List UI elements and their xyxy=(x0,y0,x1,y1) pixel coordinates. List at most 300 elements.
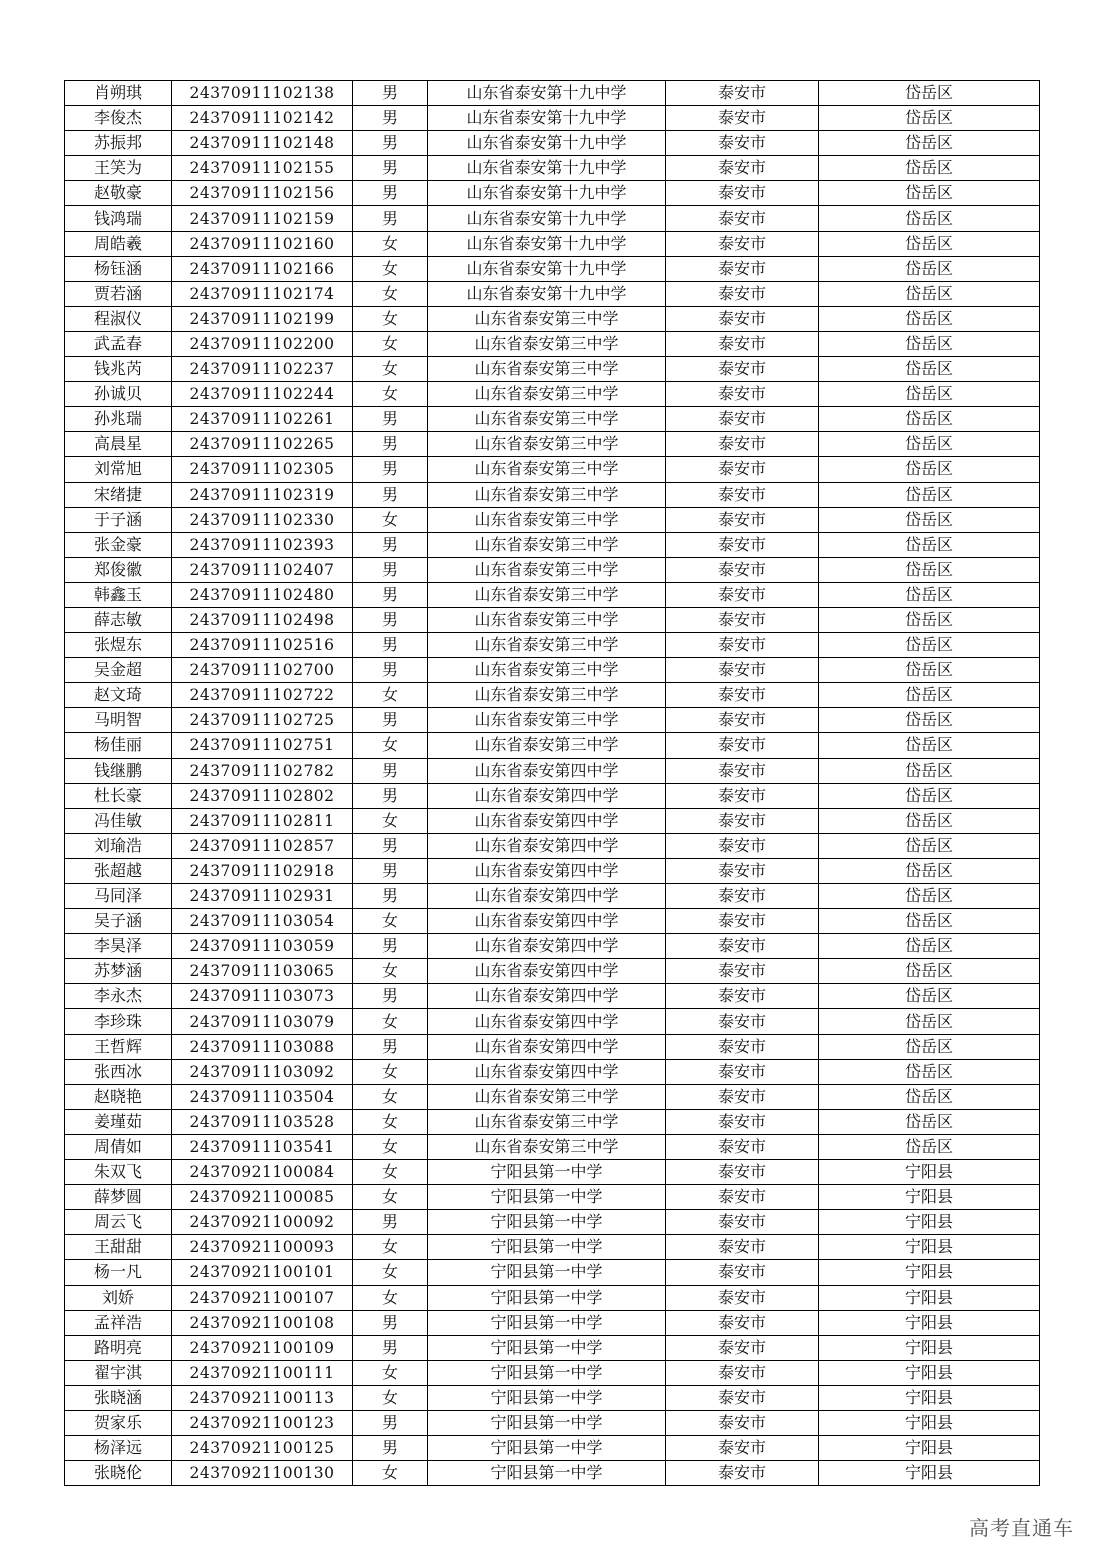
city-cell: 泰安市 xyxy=(666,808,819,833)
district-cell: 岱岳区 xyxy=(819,783,1040,808)
student-name-cell: 刘常旭 xyxy=(65,457,172,482)
city-cell: 泰安市 xyxy=(666,1134,819,1159)
school-cell: 山东省泰安第三中学 xyxy=(428,633,666,658)
city-cell: 泰安市 xyxy=(666,382,819,407)
student-name-cell: 马同泽 xyxy=(65,884,172,909)
school-cell: 山东省泰安第四中学 xyxy=(428,934,666,959)
table-row xyxy=(65,106,1040,131)
city-cell: 泰安市 xyxy=(666,1185,819,1210)
gender-cell: 女 xyxy=(353,683,428,708)
city-cell: 泰安市 xyxy=(666,858,819,883)
exam-number-cell: 24370911102261 xyxy=(172,407,353,432)
district-cell: 宁阳县 xyxy=(819,1461,1040,1486)
gender-cell: 男 xyxy=(353,181,428,206)
student-name-cell: 翟宇淇 xyxy=(65,1360,172,1385)
student-name-cell: 李永杰 xyxy=(65,984,172,1009)
table-row xyxy=(65,1436,1040,1461)
gender-cell: 女 xyxy=(353,808,428,833)
exam-number-cell: 24370911102142 xyxy=(172,106,353,131)
district-cell: 岱岳区 xyxy=(819,1034,1040,1059)
school-cell: 山东省泰安第十九中学 xyxy=(428,131,666,156)
exam-number-cell: 24370911102498 xyxy=(172,607,353,632)
gender-cell: 女 xyxy=(353,1134,428,1159)
student-name-cell: 苏振邦 xyxy=(65,131,172,156)
exam-number-cell: 24370911103088 xyxy=(172,1034,353,1059)
exam-number-cell: 24370921100084 xyxy=(172,1160,353,1185)
district-cell: 岱岳区 xyxy=(819,1134,1040,1159)
city-cell: 泰安市 xyxy=(666,884,819,909)
gender-cell: 男 xyxy=(353,758,428,783)
table-row xyxy=(65,1235,1040,1260)
school-cell: 山东省泰安第三中学 xyxy=(428,532,666,557)
watermark-text: 高考直通车 xyxy=(969,1516,1074,1540)
district-cell: 岱岳区 xyxy=(819,507,1040,532)
district-cell: 宁阳县 xyxy=(819,1385,1040,1410)
school-cell: 山东省泰安第四中学 xyxy=(428,858,666,883)
student-table-body xyxy=(65,81,1040,1486)
student-name-cell: 路明亮 xyxy=(65,1335,172,1360)
gender-cell: 女 xyxy=(353,1009,428,1034)
district-cell: 岱岳区 xyxy=(819,231,1040,256)
city-cell: 泰安市 xyxy=(666,758,819,783)
exam-number-cell: 24370911102407 xyxy=(172,557,353,582)
gender-cell: 女 xyxy=(353,306,428,331)
student-name-cell: 郑俊徽 xyxy=(65,557,172,582)
student-name-cell: 朱双飞 xyxy=(65,1160,172,1185)
student-name-cell: 赵敬豪 xyxy=(65,181,172,206)
district-cell: 岱岳区 xyxy=(819,206,1040,231)
gender-cell: 女 xyxy=(353,382,428,407)
district-cell: 岱岳区 xyxy=(819,582,1040,607)
exam-number-cell: 24370911103504 xyxy=(172,1084,353,1109)
district-cell: 岱岳区 xyxy=(819,407,1040,432)
table-row xyxy=(65,1310,1040,1335)
district-cell: 岱岳区 xyxy=(819,733,1040,758)
table-row xyxy=(65,683,1040,708)
gender-cell: 男 xyxy=(353,858,428,883)
district-cell: 岱岳区 xyxy=(819,331,1040,356)
city-cell: 泰安市 xyxy=(666,357,819,382)
city-cell: 泰安市 xyxy=(666,1034,819,1059)
city-cell: 泰安市 xyxy=(666,81,819,106)
city-cell: 泰安市 xyxy=(666,683,819,708)
city-cell: 泰安市 xyxy=(666,1109,819,1134)
district-cell: 岱岳区 xyxy=(819,106,1040,131)
gender-cell: 男 xyxy=(353,156,428,181)
district-cell: 宁阳县 xyxy=(819,1310,1040,1335)
gender-cell: 男 xyxy=(353,457,428,482)
gender-cell: 男 xyxy=(353,407,428,432)
school-cell: 山东省泰安第三中学 xyxy=(428,607,666,632)
school-cell: 山东省泰安第四中学 xyxy=(428,884,666,909)
school-cell: 山东省泰安第三中学 xyxy=(428,733,666,758)
table-row xyxy=(65,306,1040,331)
student-name-cell: 杜长豪 xyxy=(65,783,172,808)
exam-number-cell: 24370911102725 xyxy=(172,708,353,733)
gender-cell: 女 xyxy=(353,1360,428,1385)
table-row xyxy=(65,1385,1040,1410)
exam-number-cell: 24370911103092 xyxy=(172,1059,353,1084)
city-cell: 泰安市 xyxy=(666,1235,819,1260)
city-cell: 泰安市 xyxy=(666,733,819,758)
school-cell: 山东省泰安第三中学 xyxy=(428,407,666,432)
gender-cell: 男 xyxy=(353,131,428,156)
student-name-cell: 王甜甜 xyxy=(65,1235,172,1260)
gender-cell: 男 xyxy=(353,1335,428,1360)
city-cell: 泰安市 xyxy=(666,582,819,607)
exam-number-cell: 24370921100093 xyxy=(172,1235,353,1260)
city-cell: 泰安市 xyxy=(666,984,819,1009)
school-cell: 山东省泰安第三中学 xyxy=(428,331,666,356)
district-cell: 岱岳区 xyxy=(819,482,1040,507)
gender-cell: 男 xyxy=(353,934,428,959)
table-row xyxy=(65,582,1040,607)
exam-number-cell: 24370911102782 xyxy=(172,758,353,783)
student-name-cell: 贾若涵 xyxy=(65,281,172,306)
city-cell: 泰安市 xyxy=(666,633,819,658)
exam-number-cell: 24370911102480 xyxy=(172,582,353,607)
city-cell: 泰安市 xyxy=(666,1084,819,1109)
table-row xyxy=(65,357,1040,382)
city-cell: 泰安市 xyxy=(666,1059,819,1084)
district-cell: 宁阳县 xyxy=(819,1436,1040,1461)
district-cell: 岱岳区 xyxy=(819,532,1040,557)
exam-number-cell: 24370911102244 xyxy=(172,382,353,407)
gender-cell: 女 xyxy=(353,1185,428,1210)
city-cell: 泰安市 xyxy=(666,708,819,733)
student-name-cell: 张晓伦 xyxy=(65,1461,172,1486)
student-name-cell: 孙兆瑞 xyxy=(65,407,172,432)
city-cell: 泰安市 xyxy=(666,833,819,858)
city-cell: 泰安市 xyxy=(666,106,819,131)
student-name-cell: 钱鸿瑞 xyxy=(65,206,172,231)
exam-number-cell: 24370921100123 xyxy=(172,1410,353,1435)
exam-number-cell: 24370911102166 xyxy=(172,256,353,281)
table-row xyxy=(65,432,1040,457)
district-cell: 岱岳区 xyxy=(819,1009,1040,1034)
school-cell: 山东省泰安第四中学 xyxy=(428,808,666,833)
district-cell: 宁阳县 xyxy=(819,1210,1040,1235)
school-cell: 山东省泰安第四中学 xyxy=(428,833,666,858)
city-cell: 泰安市 xyxy=(666,507,819,532)
table-row xyxy=(65,733,1040,758)
district-cell: 岱岳区 xyxy=(819,357,1040,382)
table-row xyxy=(65,607,1040,632)
student-name-cell: 吴子涵 xyxy=(65,909,172,934)
student-name-cell: 孙诚贝 xyxy=(65,382,172,407)
student-name-cell: 杨佳丽 xyxy=(65,733,172,758)
district-cell: 岱岳区 xyxy=(819,382,1040,407)
table-row xyxy=(65,1461,1040,1486)
exam-number-cell: 24370911102148 xyxy=(172,131,353,156)
student-name-cell: 李昊泽 xyxy=(65,934,172,959)
student-name-cell: 刘瑜浩 xyxy=(65,833,172,858)
school-cell: 山东省泰安第三中学 xyxy=(428,482,666,507)
gender-cell: 男 xyxy=(353,833,428,858)
school-cell: 山东省泰安第三中学 xyxy=(428,708,666,733)
district-cell: 岱岳区 xyxy=(819,607,1040,632)
school-cell: 山东省泰安第十九中学 xyxy=(428,256,666,281)
district-cell: 岱岳区 xyxy=(819,633,1040,658)
student-name-cell: 张煜东 xyxy=(65,633,172,658)
table-row xyxy=(65,1335,1040,1360)
student-name-cell: 张超越 xyxy=(65,858,172,883)
city-cell: 泰安市 xyxy=(666,156,819,181)
student-name-cell: 宋绪捷 xyxy=(65,482,172,507)
school-cell: 山东省泰安第十九中学 xyxy=(428,231,666,256)
table-row xyxy=(65,934,1040,959)
gender-cell: 男 xyxy=(353,106,428,131)
school-cell: 宁阳县第一中学 xyxy=(428,1285,666,1310)
table-row xyxy=(65,1160,1040,1185)
district-cell: 岱岳区 xyxy=(819,256,1040,281)
exam-number-cell: 24370911102330 xyxy=(172,507,353,532)
city-cell: 泰安市 xyxy=(666,934,819,959)
gender-cell: 男 xyxy=(353,783,428,808)
table-row xyxy=(65,131,1040,156)
school-cell: 宁阳县第一中学 xyxy=(428,1260,666,1285)
student-name-cell: 李俊杰 xyxy=(65,106,172,131)
city-cell: 泰安市 xyxy=(666,457,819,482)
exam-number-cell: 24370911103065 xyxy=(172,959,353,984)
exam-number-cell: 24370921100107 xyxy=(172,1285,353,1310)
district-cell: 宁阳县 xyxy=(819,1410,1040,1435)
city-cell: 泰安市 xyxy=(666,256,819,281)
school-cell: 山东省泰安第三中学 xyxy=(428,457,666,482)
gender-cell: 男 xyxy=(353,1310,428,1335)
school-cell: 山东省泰安第四中学 xyxy=(428,1009,666,1034)
city-cell: 泰安市 xyxy=(666,206,819,231)
district-cell: 岱岳区 xyxy=(819,457,1040,482)
student-name-cell: 李珍珠 xyxy=(65,1009,172,1034)
school-cell: 山东省泰安第三中学 xyxy=(428,306,666,331)
city-cell: 泰安市 xyxy=(666,1310,819,1335)
table-row xyxy=(65,507,1040,532)
exam-number-cell: 24370921100092 xyxy=(172,1210,353,1235)
district-cell: 岱岳区 xyxy=(819,432,1040,457)
table-row xyxy=(65,281,1040,306)
exam-number-cell: 24370911102199 xyxy=(172,306,353,331)
exam-number-cell: 24370911102802 xyxy=(172,783,353,808)
school-cell: 宁阳县第一中学 xyxy=(428,1160,666,1185)
city-cell: 泰安市 xyxy=(666,1436,819,1461)
school-cell: 山东省泰安第四中学 xyxy=(428,783,666,808)
exam-number-cell: 24370911102931 xyxy=(172,884,353,909)
table-row xyxy=(65,758,1040,783)
exam-number-cell: 24370911102700 xyxy=(172,658,353,683)
gender-cell: 女 xyxy=(353,357,428,382)
school-cell: 山东省泰安第十九中学 xyxy=(428,181,666,206)
gender-cell: 女 xyxy=(353,1461,428,1486)
school-cell: 宁阳县第一中学 xyxy=(428,1385,666,1410)
table-row xyxy=(65,783,1040,808)
table-row xyxy=(65,1084,1040,1109)
exam-number-cell: 24370911103059 xyxy=(172,934,353,959)
gender-cell: 男 xyxy=(353,1034,428,1059)
district-cell: 岱岳区 xyxy=(819,708,1040,733)
exam-number-cell: 24370911102722 xyxy=(172,683,353,708)
exam-number-cell: 24370921100085 xyxy=(172,1185,353,1210)
table-row xyxy=(65,532,1040,557)
city-cell: 泰安市 xyxy=(666,281,819,306)
school-cell: 山东省泰安第三中学 xyxy=(428,432,666,457)
table-row xyxy=(65,1009,1040,1034)
gender-cell: 女 xyxy=(353,231,428,256)
table-row xyxy=(65,858,1040,883)
gender-cell: 女 xyxy=(353,281,428,306)
gender-cell: 女 xyxy=(353,1160,428,1185)
exam-number-cell: 24370911103054 xyxy=(172,909,353,934)
student-name-cell: 武孟春 xyxy=(65,331,172,356)
city-cell: 泰安市 xyxy=(666,1260,819,1285)
gender-cell: 女 xyxy=(353,1385,428,1410)
gender-cell: 男 xyxy=(353,607,428,632)
school-cell: 山东省泰安第三中学 xyxy=(428,658,666,683)
exam-number-cell: 24370911102857 xyxy=(172,833,353,858)
student-name-cell: 于子涵 xyxy=(65,507,172,532)
district-cell: 岱岳区 xyxy=(819,808,1040,833)
gender-cell: 男 xyxy=(353,1210,428,1235)
exam-number-cell: 24370911102305 xyxy=(172,457,353,482)
exam-number-cell: 24370911102918 xyxy=(172,858,353,883)
district-cell: 岱岳区 xyxy=(819,557,1040,582)
gender-cell: 女 xyxy=(353,1084,428,1109)
district-cell: 岱岳区 xyxy=(819,683,1040,708)
table-row xyxy=(65,909,1040,934)
table-row xyxy=(65,633,1040,658)
city-cell: 泰安市 xyxy=(666,1009,819,1034)
school-cell: 山东省泰安第四中学 xyxy=(428,1034,666,1059)
district-cell: 宁阳县 xyxy=(819,1185,1040,1210)
city-cell: 泰安市 xyxy=(666,607,819,632)
student-name-cell: 杨泽远 xyxy=(65,1436,172,1461)
district-cell: 岱岳区 xyxy=(819,758,1040,783)
district-cell: 岱岳区 xyxy=(819,884,1040,909)
exam-number-cell: 24370911102516 xyxy=(172,633,353,658)
table-row xyxy=(65,959,1040,984)
district-cell: 宁阳县 xyxy=(819,1335,1040,1360)
school-cell: 山东省泰安第十九中学 xyxy=(428,81,666,106)
table-row xyxy=(65,382,1040,407)
city-cell: 泰安市 xyxy=(666,1285,819,1310)
exam-number-cell: 24370921100113 xyxy=(172,1385,353,1410)
city-cell: 泰安市 xyxy=(666,783,819,808)
exam-number-cell: 24370911102393 xyxy=(172,532,353,557)
table-row xyxy=(65,482,1040,507)
exam-number-cell: 24370921100125 xyxy=(172,1436,353,1461)
student-name-cell: 韩鑫玉 xyxy=(65,582,172,607)
city-cell: 泰安市 xyxy=(666,1385,819,1410)
city-cell: 泰安市 xyxy=(666,331,819,356)
gender-cell: 女 xyxy=(353,1260,428,1285)
school-cell: 宁阳县第一中学 xyxy=(428,1360,666,1385)
exam-number-cell: 24370911103528 xyxy=(172,1109,353,1134)
gender-cell: 女 xyxy=(353,1109,428,1134)
district-cell: 宁阳县 xyxy=(819,1235,1040,1260)
student-name-cell: 刘娇 xyxy=(65,1285,172,1310)
district-cell: 岱岳区 xyxy=(819,156,1040,181)
table-row xyxy=(65,1185,1040,1210)
student-name-cell: 杨一凡 xyxy=(65,1260,172,1285)
gender-cell: 女 xyxy=(353,1235,428,1260)
table-row xyxy=(65,331,1040,356)
gender-cell: 男 xyxy=(353,482,428,507)
student-name-cell: 王哲辉 xyxy=(65,1034,172,1059)
table-row xyxy=(65,256,1040,281)
exam-number-cell: 24370911102138 xyxy=(172,81,353,106)
district-cell: 宁阳县 xyxy=(819,1260,1040,1285)
table-row xyxy=(65,1360,1040,1385)
district-cell: 宁阳县 xyxy=(819,1285,1040,1310)
district-cell: 岱岳区 xyxy=(819,984,1040,1009)
city-cell: 泰安市 xyxy=(666,959,819,984)
school-cell: 宁阳县第一中学 xyxy=(428,1410,666,1435)
district-cell: 岱岳区 xyxy=(819,1084,1040,1109)
school-cell: 宁阳县第一中学 xyxy=(428,1210,666,1235)
school-cell: 山东省泰安第四中学 xyxy=(428,984,666,1009)
exam-number-cell: 24370911102155 xyxy=(172,156,353,181)
student-name-cell: 钱兆芮 xyxy=(65,357,172,382)
district-cell: 岱岳区 xyxy=(819,959,1040,984)
city-cell: 泰安市 xyxy=(666,482,819,507)
gender-cell: 男 xyxy=(353,432,428,457)
student-name-cell: 杨钰涵 xyxy=(65,256,172,281)
gender-cell: 男 xyxy=(353,557,428,582)
gender-cell: 女 xyxy=(353,733,428,758)
table-row xyxy=(65,833,1040,858)
school-cell: 山东省泰安第三中学 xyxy=(428,1084,666,1109)
exam-number-cell: 24370911102174 xyxy=(172,281,353,306)
table-row xyxy=(65,808,1040,833)
table-row xyxy=(65,884,1040,909)
city-cell: 泰安市 xyxy=(666,1160,819,1185)
city-cell: 泰安市 xyxy=(666,557,819,582)
school-cell: 山东省泰安第三中学 xyxy=(428,582,666,607)
district-cell: 岱岳区 xyxy=(819,306,1040,331)
school-cell: 山东省泰安第三中学 xyxy=(428,382,666,407)
school-cell: 宁阳县第一中学 xyxy=(428,1235,666,1260)
exam-number-cell: 24370911102265 xyxy=(172,432,353,457)
exam-number-cell: 24370911102751 xyxy=(172,733,353,758)
city-cell: 泰安市 xyxy=(666,1360,819,1385)
student-name-cell: 肖朔琪 xyxy=(65,81,172,106)
exam-number-cell: 24370921100109 xyxy=(172,1335,353,1360)
gender-cell: 男 xyxy=(353,658,428,683)
student-name-cell: 王笑为 xyxy=(65,156,172,181)
exam-number-cell: 24370911102811 xyxy=(172,808,353,833)
table-row xyxy=(65,708,1040,733)
school-cell: 山东省泰安第十九中学 xyxy=(428,106,666,131)
district-cell: 岱岳区 xyxy=(819,1059,1040,1084)
student-name-cell: 冯佳敏 xyxy=(65,808,172,833)
district-cell: 岱岳区 xyxy=(819,658,1040,683)
gender-cell: 女 xyxy=(353,507,428,532)
exam-number-cell: 24370911103073 xyxy=(172,984,353,1009)
table-row xyxy=(65,206,1040,231)
gender-cell: 男 xyxy=(353,1436,428,1461)
table-row xyxy=(65,1260,1040,1285)
city-cell: 泰安市 xyxy=(666,1335,819,1360)
table-row xyxy=(65,557,1040,582)
student-name-cell: 薛梦圆 xyxy=(65,1185,172,1210)
student-name-cell: 周云飞 xyxy=(65,1210,172,1235)
city-cell: 泰安市 xyxy=(666,407,819,432)
table-row xyxy=(65,156,1040,181)
exam-number-cell: 24370911102200 xyxy=(172,331,353,356)
student-name-cell: 程淑仪 xyxy=(65,306,172,331)
student-name-cell: 钱继鹏 xyxy=(65,758,172,783)
table-row xyxy=(65,407,1040,432)
